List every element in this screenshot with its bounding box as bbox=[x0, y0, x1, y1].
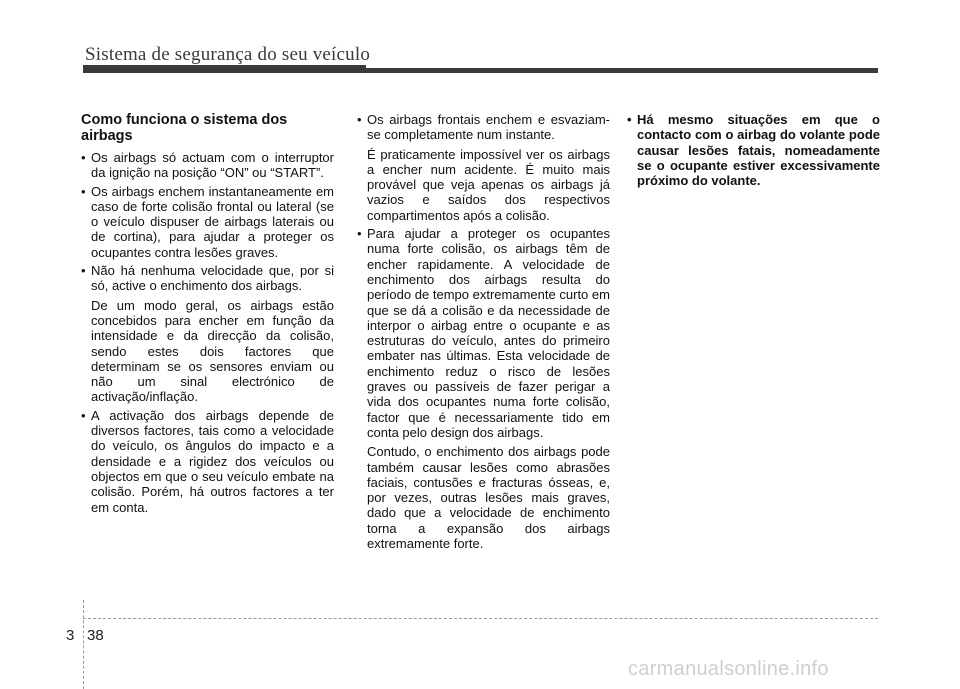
list-item-paragraph: Contudo, o enchimento dos airbags pode também causar lesões como abrasões faciais, contusões e fracturas ósseas, e, por vezes, outras lesões mais graves, dado que a velocidade de enchimento torna a expansão dos airbags extremamente forte. bbox=[367, 444, 610, 552]
list-item-text: Não há nenhuma velocidade que, por si só, active o enchimento dos airbags. bbox=[91, 263, 334, 294]
text-column-3 bbox=[627, 112, 880, 191]
header-rule bbox=[83, 68, 878, 73]
bullet-icon: • bbox=[81, 183, 86, 199]
bullet-icon: • bbox=[81, 407, 86, 423]
bullet-icon: • bbox=[81, 150, 86, 165]
list-item-paragraph: De um modo geral, os airbags estão concebidos para encher em função da intensidade e da direcção da colisão, sendo estes dois factores que determinam se os sensores enviam ou não um sinal electrónico de activação/inflação. bbox=[91, 297, 334, 405]
list-item bbox=[81, 150, 334, 181]
list-item bbox=[357, 112, 610, 143]
bullet-icon: • bbox=[357, 112, 362, 127]
section-number: 3 bbox=[66, 627, 75, 644]
list-item-text: Os airbags só actuam com o interruptor da ignição na posição “ON” ou “START”. bbox=[91, 150, 334, 181]
bullet-icon: • bbox=[627, 112, 632, 127]
warning-item bbox=[627, 112, 880, 188]
bullet-icon: • bbox=[357, 226, 362, 242]
text-column-1 bbox=[81, 112, 334, 518]
list-item-text: Os airbags frontais enchem e esvaziam-se completamente num instante. bbox=[367, 112, 610, 143]
list-item-text: Os airbags enchem instantaneamente em caso de forte colisão frontal ou lateral (se o veículo dispuser de airbags laterais ou de cortina), para ajudar a proteger os ocupantes contra lesões graves. bbox=[91, 183, 334, 260]
page-number: 38 bbox=[87, 627, 104, 644]
footer-rule bbox=[83, 618, 878, 619]
warning-text: Há mesmo situações em que o contacto com o airbag do volante pode causar lesões fatais, nomeadamente se o ocupante estiver excessivamente próximo do volante. bbox=[637, 112, 880, 189]
section-heading: Como funciona o sistema dos airbags bbox=[81, 112, 288, 144]
footer-vertical-rule bbox=[83, 600, 84, 689]
text-column-2 bbox=[357, 112, 610, 554]
page-header-title: Sistema de segurança do seu veículo bbox=[85, 44, 371, 65]
list-item-text: A activação dos airbags depende de diversos factores, tais como a velocidade do veículo, os ângulos do impacto e a densidade e a rigidez dos veículos ou objectos em que o seu veículo embate na colisão. Porém, há outros factores a ter em conta. bbox=[91, 407, 334, 515]
bullet-icon: • bbox=[81, 263, 86, 279]
list-item-text: Para ajudar a proteger os ocupantes numa forte colisão, os airbags têm de encher rapidamente. A velocidade de enchimento dos airbags resulta do período de tempo extremamente curto em que se dá a colisão e da necessidade de interpor o airbag entre o ocupante e as estruturas do veículo, antes do primeiro embater nas últimas. Esta velocidade de enchimento reduz o risco de lesões graves ou passíveis de fazer perigar a vida dos ocupantes numa forte colisão, factor que é necessariamente tido em conta pelo design dos airbags. bbox=[367, 226, 610, 440]
list-item-paragraph: É praticamente impossível ver os airbags a encher num acidente. É muito mais provável que veja apenas os airbags já vazios e saídos dos respectivos compartimentos após a colisão. bbox=[367, 146, 610, 223]
list-item bbox=[81, 408, 334, 515]
watermark: carmanualsonline.info bbox=[628, 658, 829, 680]
list-item bbox=[357, 226, 610, 440]
list-item bbox=[81, 263, 334, 294]
list-item bbox=[81, 184, 334, 260]
